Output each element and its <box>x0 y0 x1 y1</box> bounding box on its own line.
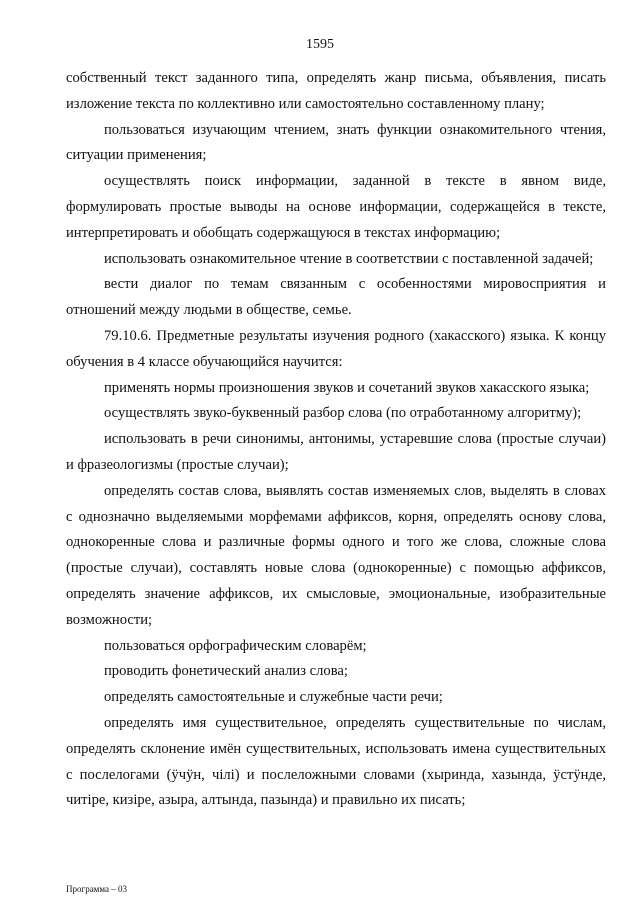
page-footer: Программа – 03 <box>66 884 128 894</box>
paragraph: использовать в речи синонимы, антонимы, устаревшие слова (простые случаи) и фразеологизмы (простые случаи); <box>66 431 606 473</box>
paragraph: применять нормы произношения звуков и сочетаний звуков хакасского языка; <box>104 379 590 396</box>
paragraph: вести диалог по темам связанным с особенностями мировосприятия и отношений между людьми в обществе, семье. <box>66 276 606 319</box>
section-heading-paragraph: 79.10.6. Предметные результаты изучения родного (хакасского) языка. К концу обучения в 4 классе обучающийся научится: <box>66 327 606 370</box>
paragraph: использовать ознакомительное чтение в соответствии с поставленной задачей; <box>104 250 594 267</box>
paragraph: пользоваться изучающим чтением, знать функции ознакомительного чтения, ситуации применения; <box>66 121 606 164</box>
paragraph: определять имя существительное, определять существительные по числам, определять склонение имён существительных, использовать имена существительных с послелогами (ӱчӱн, чiлi) и послеложными словами (хыринда, хазында, ӱстӱнде, читiре, кизiре, азыра, алтында, пазында) и правильно их писать; <box>66 714 606 809</box>
paragraph: определять состав слова, выявлять состав изменяемых слов, выделять в словах с однозначно выделяемыми морфемами аффиксов, корня, определять основу слова, однокоренные слова и различные формы одного и того же слова, сложные слова (простые случаи), составлять новые слова (однокоренные) с помощью аффиксов, определять значение аффиксов, их смысловые, эмоциональные, изобразительные возможности; <box>66 482 606 628</box>
paragraph: собственный текст заданного типа, определять жанр письма, объявления, писать изложение текста по коллективно или самостоятельно составленному плану; <box>66 70 606 112</box>
paragraph: осуществлять звуко-буквенный разбор слова (по отработанному алгоритму); <box>104 405 582 422</box>
paragraph: осуществлять поиск информации, заданной в тексте в явном виде, формулировать простые выводы на основе информации, содержащейся в тексте, интерпретировать и обобщать содержащуюся в текстах информацию; <box>66 173 606 241</box>
page-number: 1595 <box>306 37 334 52</box>
paragraph: определять самостоятельные и служебные части речи; <box>104 689 443 706</box>
document-body <box>66 66 606 814</box>
paragraph: проводить фонетический анализ слова; <box>104 663 348 680</box>
paragraph: пользоваться орфографическим словарём; <box>104 637 367 654</box>
